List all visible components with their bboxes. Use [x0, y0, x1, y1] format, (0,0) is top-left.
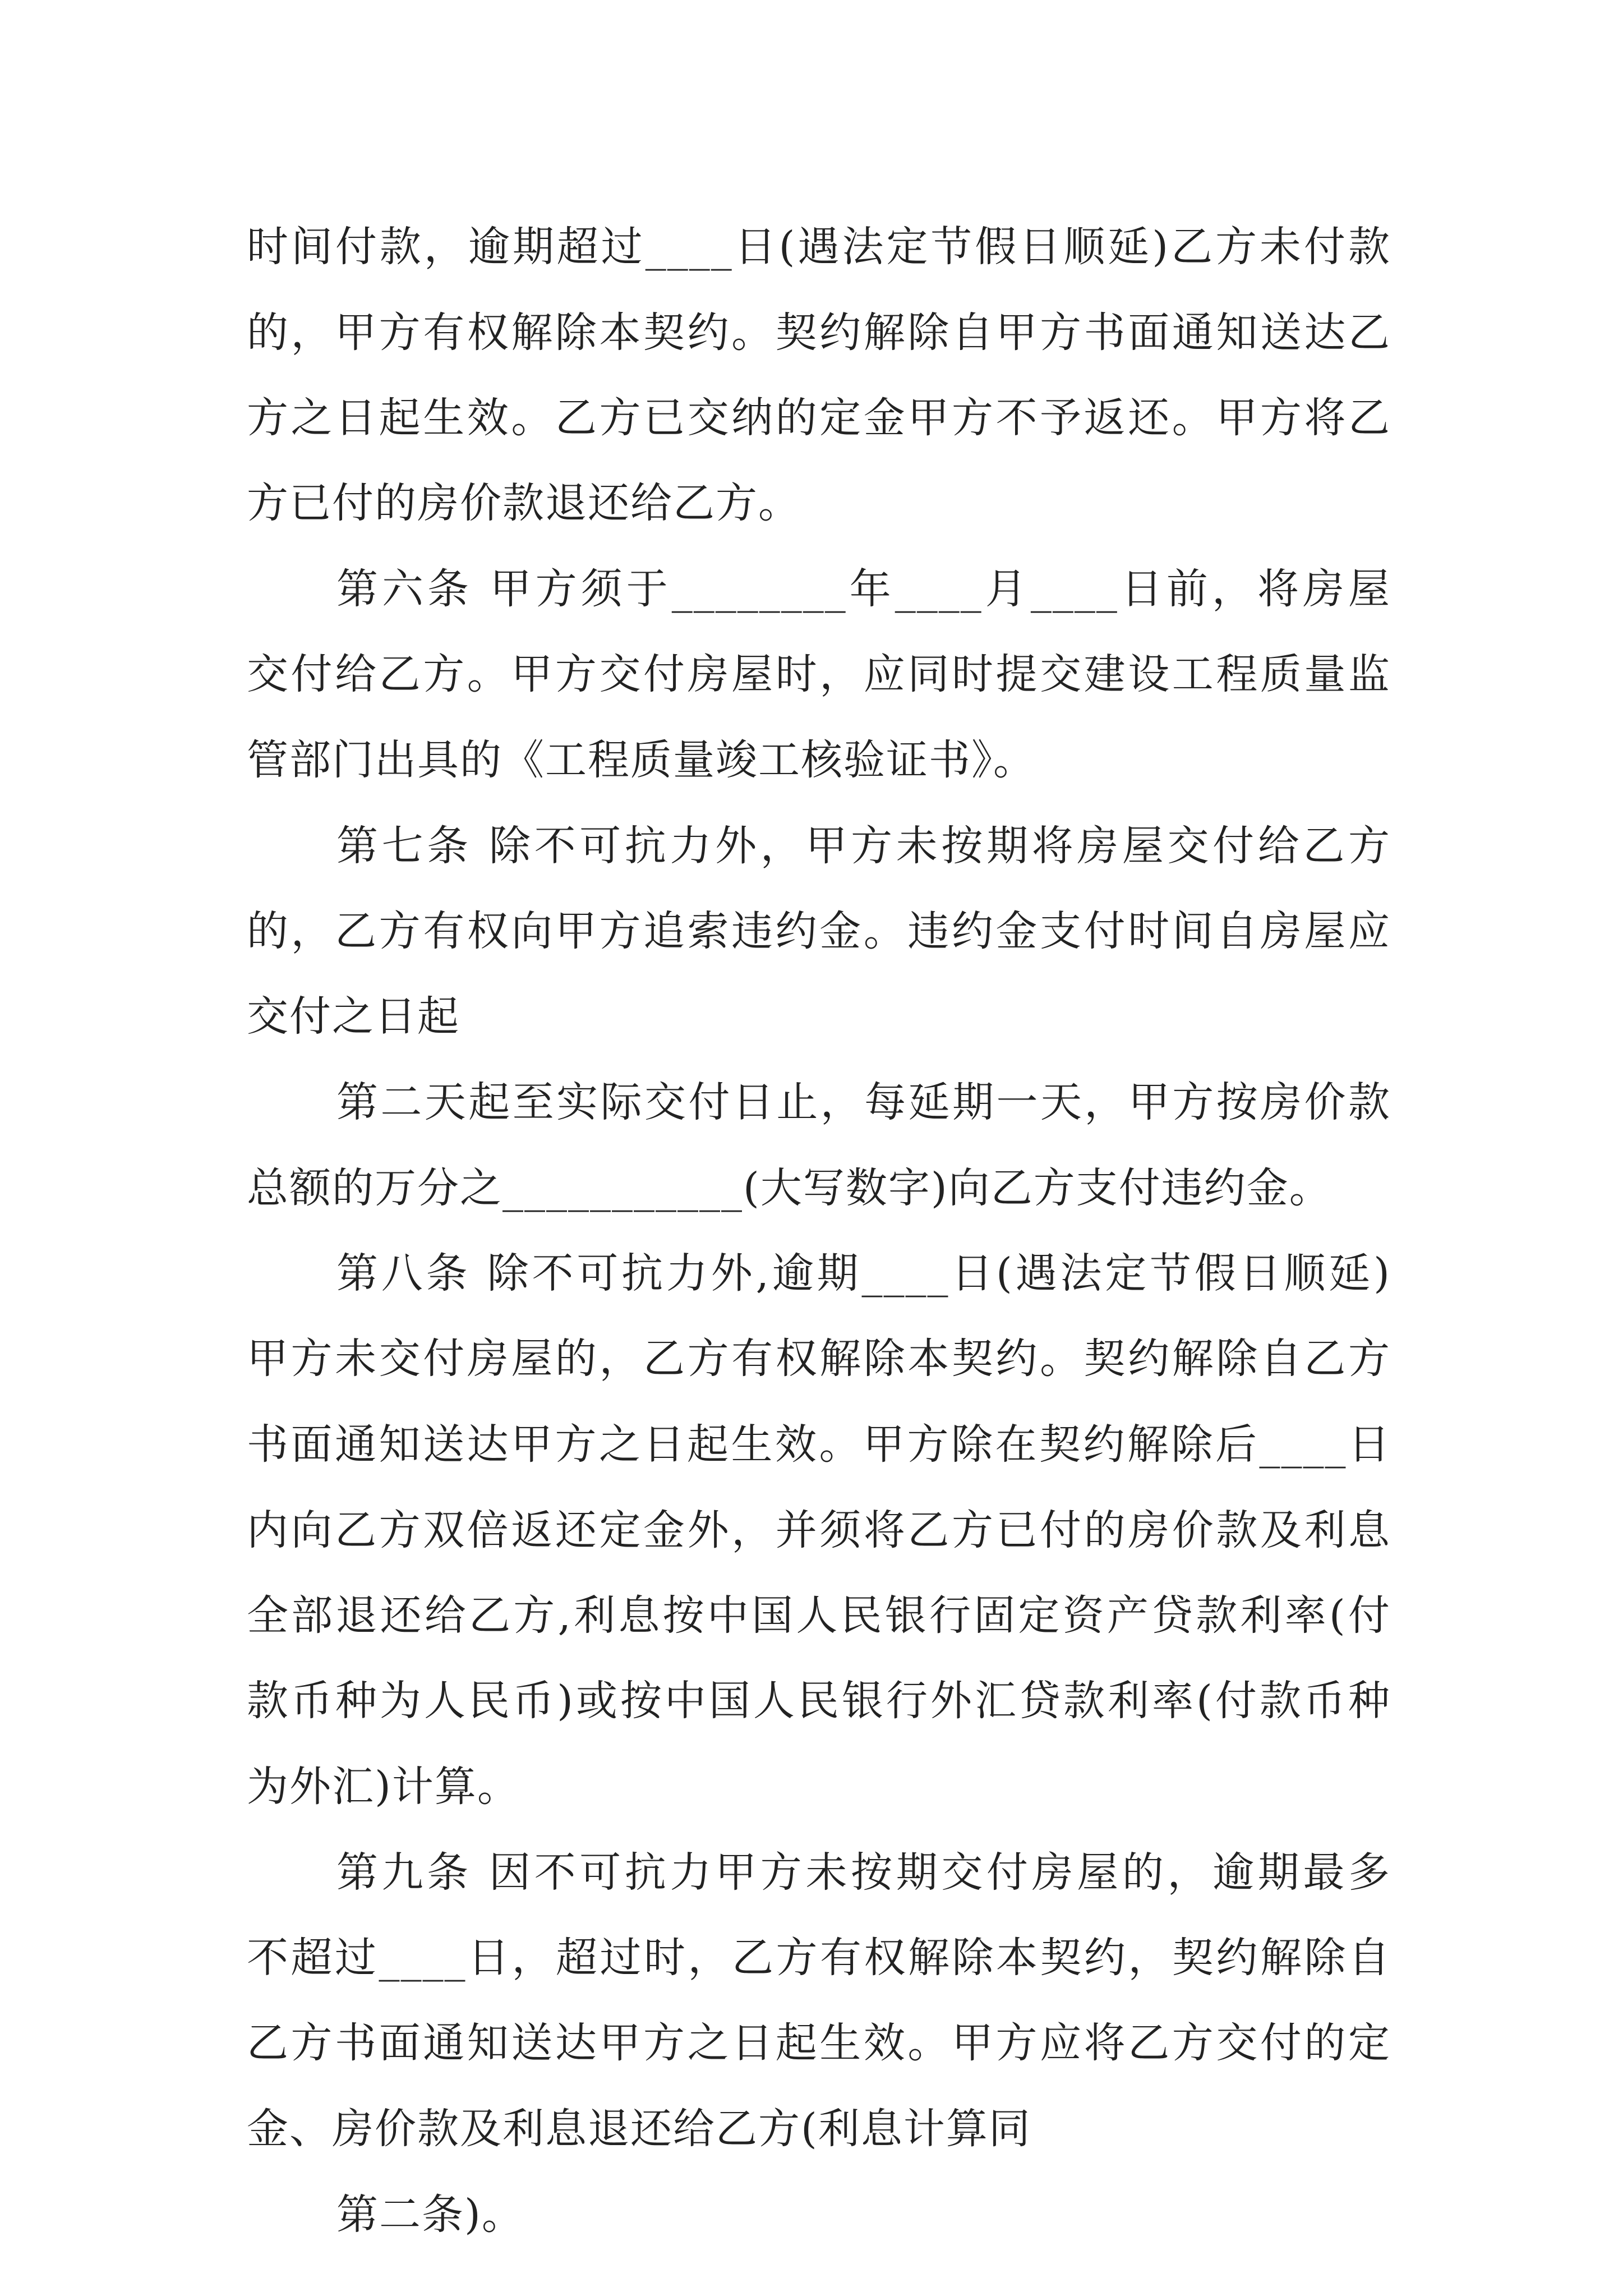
article-9-line-4: 金、房价款及利息退还给乙方(利息计算同 [247, 2105, 1031, 2153]
article-9-line-5: 第二条)。 [336, 2191, 524, 2239]
penalty-line-2: 总额的万分之___________(大写数字)向乙方支付违约金。 [247, 1164, 1332, 1212]
article-8-line-7: 为外汇)计算。 [247, 1763, 520, 1811]
article-8-line-4: 内向乙方双倍返还定金外，并须将乙方已付的房价款及利息 [247, 1506, 1391, 1554]
article-9-line-3: 乙方书面通知送达甲方之日起生效。甲方应将乙方交付的定 [247, 2019, 1391, 2067]
article-6-line-3: 管部门出具的《工程质量竣工核验证书》。 [247, 736, 1036, 784]
article-7-line-1: 第七条 除不可抗力外，甲方未按期将房屋交付给乙方 [336, 822, 1391, 870]
text-line-1: 时间付款，逾期超过____日(遇法定节假日顺延)乙方未付款 [247, 223, 1391, 271]
text-line-2: 的，甲方有权解除本契约。契约解除自甲方书面通知送达乙 [247, 309, 1391, 357]
article-7-line-2: 的，乙方有权向甲方追索违约金。违约金支付时间自房屋应 [247, 907, 1391, 955]
article-8-line-3: 书面通知送达甲方之日起生效。甲方除在契约解除后____日 [247, 1420, 1391, 1469]
article-6-line-2: 交付给乙方。甲方交付房屋时，应同时提交建设工程质量监 [247, 650, 1391, 698]
text-line-4: 方已付的房价款退还给乙方。 [247, 479, 801, 527]
article-8-line-6: 款币种为人民币)或按中国人民银行外汇贷款利率(付款币种 [247, 1677, 1391, 1725]
article-8-line-1: 第八条 除不可抗力外,逾期____日(遇法定节假日顺延) [336, 1249, 1391, 1297]
article-8-line-2: 甲方未交付房屋的，乙方有权解除本契约。契约解除自乙方 [247, 1335, 1391, 1383]
article-9-line-2: 不超过____日，超过时，乙方有权解除本契约，契约解除自 [247, 1934, 1391, 1982]
article-9-line-1: 第九条 因不可抗力甲方未按期交付房屋的，逾期最多 [336, 1848, 1391, 1897]
article-8-line-5: 全部退还给乙方,利息按中国人民银行固定资产贷款利率(付 [247, 1591, 1391, 1640]
article-6-line-1: 第六条 甲方须于________年____月____日前，将房屋 [336, 565, 1391, 613]
article-7-line-3: 交付之日起 [247, 992, 460, 1041]
text-line-3: 方之日起生效。乙方已交纳的定金甲方不予返还。甲方将乙 [247, 394, 1391, 442]
penalty-line-1: 第二天起至实际交付日止，每延期一天，甲方按房价款 [336, 1078, 1391, 1126]
